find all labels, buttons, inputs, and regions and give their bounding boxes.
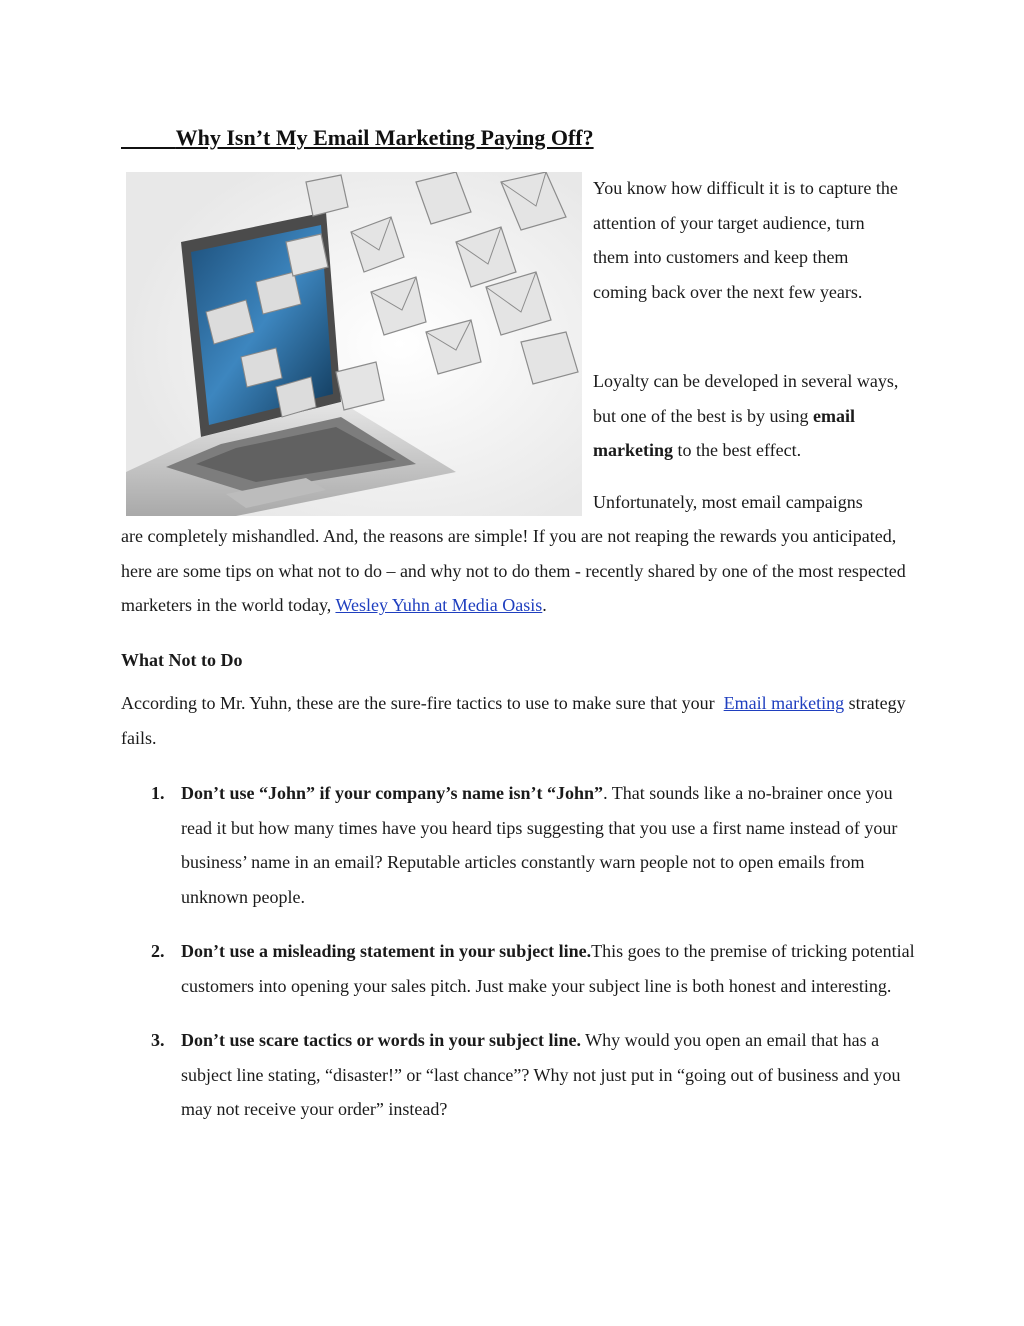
list-item (121, 1023, 921, 1127)
unfortunately-end: . (542, 595, 547, 615)
email-marketing-link[interactable]: Email marketing (723, 693, 845, 713)
list-item-bold: Don’t use a misleading statement in your subject line. (181, 941, 592, 961)
loyalty-text-before: Loyalty can be developed in several ways, but one of the best is by using (593, 371, 899, 426)
page-title (121, 122, 594, 154)
according-paragraph (121, 686, 921, 755)
list-item-bold: Don’t use scare tactics or words in your subject line. (181, 1030, 581, 1050)
according-text-after: strategy fails. (121, 693, 906, 748)
unfortunately-paragraph (121, 519, 921, 623)
according-text-before: According to Mr. Yuhn, these are the sure-fire tactics to use to make sure that your (121, 693, 724, 713)
section-heading-text: What Not to Do (121, 650, 243, 670)
laptop-with-flying-envelopes-icon (126, 172, 582, 516)
list-number: 1. (151, 783, 165, 803)
list-item-text: This goes to the premise of tricking potential customers into opening your sales pitch. Just make your subject line is both honest and interesting. (181, 941, 915, 996)
list-number: 2. (151, 941, 165, 961)
loyalty-bold-term: email marketing (593, 405, 855, 460)
loyalty-text-after: to the best effect. (673, 440, 802, 460)
intro-paragraph (593, 171, 903, 309)
tips-list (121, 776, 921, 1147)
list-item (121, 776, 921, 914)
intro-text: You know how difficult it is to capture the attention of your target audience, turn them into customers and keep them coming back over the next few years. (593, 178, 898, 302)
list-number: 3. (151, 1030, 165, 1050)
list-item-bold: Don’t use “John” if your company’s name isn’t “John” (181, 783, 604, 803)
title-indent (121, 125, 176, 150)
unfortunately-text: are completely mishandled. And, the reasons are simple! If you are not reaping the rewards you anticipated, here are some tips on what not to do – and why not to do them - recently shared by one of the most respected marketers in the world today, (121, 526, 906, 615)
list-item-text: Why would you open an email that has a subject line stating, “disaster!” or “last chance”? Why not just put in “going out of business and you may not receive your order” instead? (181, 1030, 901, 1119)
title-text: Why Isn’t My Email Marketing Paying Off? (175, 125, 594, 150)
list-item (121, 934, 921, 1003)
wesley-yuhn-link[interactable]: Wesley Yuhn at Media Oasis (335, 595, 543, 615)
section-heading (121, 643, 921, 678)
loyalty-paragraph (593, 364, 903, 468)
unfortunately-line1: Unfortunately, most email campaigns (593, 492, 863, 512)
unfortunately-first-line (593, 485, 903, 520)
list-item-text: . That sounds like a no-brainer once you read it but how many times have you heard tips suggesting that you use a first name instead of your business’ name in an email? Reputable articles constantly warn people not to open emails from unknown people. (181, 783, 898, 907)
